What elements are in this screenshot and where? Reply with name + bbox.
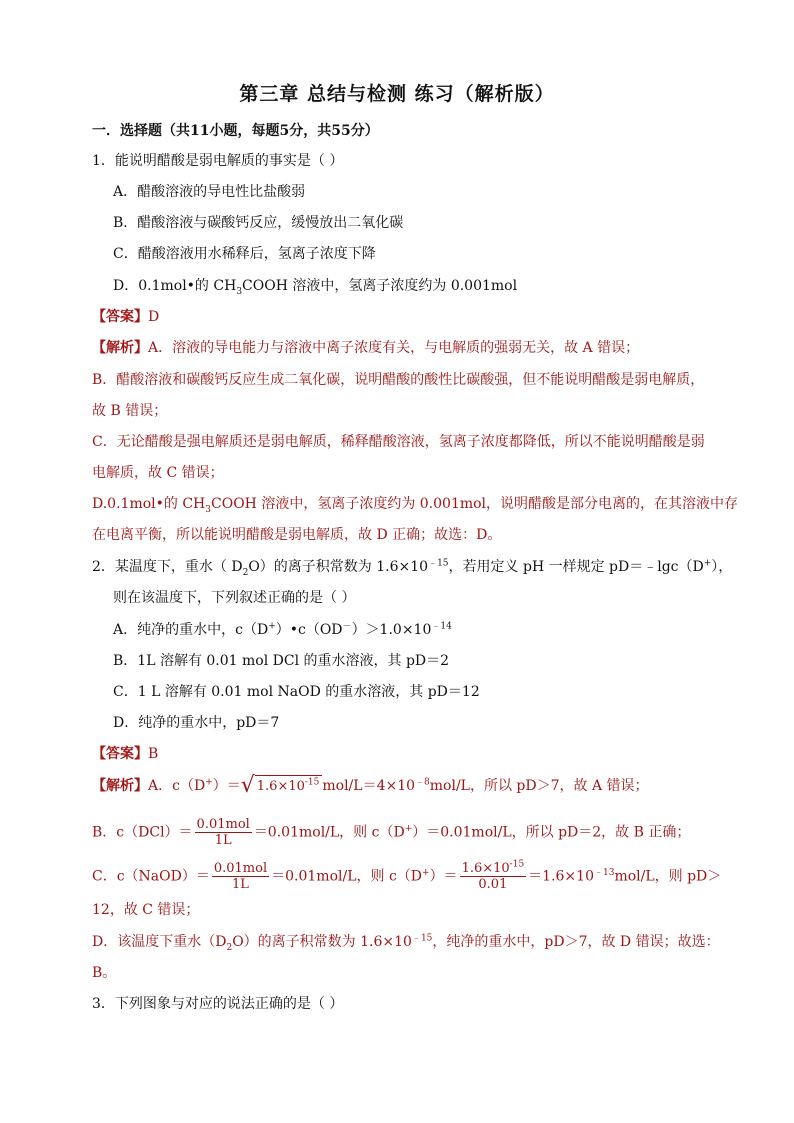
question-2-analysis-b: B．c（DCl）＝ $\frac{\text{0.01mol}}{1L}$ ＝0.01mol/L，则 c（D+）＝0.01mol/L，所以 pD＝2，故 B 正确； — [92, 817, 691, 848]
question-1-analysis-d-line1: D.0.1mol•的 $CH_3COOH$ 溶液中，氢离子浓度约为 0.001mol，说明醋酸是部分电离的，在其溶液中存 — [92, 496, 739, 515]
question-1-stem: 1．能说明醋酸是弱电解质的事实是（ ） — [92, 153, 344, 169]
fraction: $\frac{\text{0.01mol}}{1L}$ — [213, 861, 268, 892]
fraction: $\frac{1.6\times 10^{-15}}{0.01}$ — [461, 859, 525, 892]
fraction: $\frac{\text{0.01mol}}{1L}$ — [196, 817, 250, 848]
question-1-option-c: C．醋酸溶液用水稀释后，氢离子浓度下降 — [113, 246, 376, 262]
question-2-option-b: B．1L 溶解有 0.01 mol DCl 的重水溶液，其 pD＝2 — [113, 653, 450, 669]
page-title: 第三章 总结与检测 练习（解析版） — [239, 83, 555, 105]
question-1-option-a: A．醋酸溶液的导电性比盐酸弱 — [113, 184, 306, 200]
question-2-analysis-d-line2: B。 — [92, 965, 117, 981]
question-1-analysis-d-line2: 在电离平衡，所以能说明醋酸是弱电解质，故 D 正确；故选：D。 — [92, 527, 502, 543]
question-1-option-b: B．醋酸溶液与碳酸钙反应，缓慢放出二氧化碳 — [113, 215, 404, 231]
question-2-answer: 【答案】B — [92, 746, 159, 762]
question-2-analysis-c-line2: 12，故 C 错误； — [92, 902, 200, 918]
question-2-stem-line2: 则在该温度下，下列叙述正确的是（ ） — [113, 590, 356, 606]
question-1-option-d: D．0.1mol•的 $CH_3COOH$ 溶液中，氢离子浓度约为 0.001mol — [113, 278, 518, 297]
question-1-analysis-b-line1: B．醋酸溶液和碳酸钙反应生成二氧化碳，说明醋酸的酸性比碳酸强，但不能说明醋酸是弱电解质， — [92, 372, 705, 388]
square-root: √ $1.6\times 10^{-15}$ — [241, 775, 323, 797]
question-2-option-d: D．纯净的重水中，pD＝7 — [113, 715, 280, 731]
question-2-analysis-d-line1: D．该温度下重水$(D_2O)$的离子积常数为 $1.6\times 10^{﹣15}$，纯净的重水中，pD＞7，故 D 错误；故选： — [92, 933, 720, 953]
section-heading: 一．选择题（共11小题，每题5分，共55分） — [92, 123, 379, 139]
question-1-analysis-c-line1: C．无论醋酸是强电解质还是弱电解质，稀释醋酸溶液，氢离子浓度都降低，所以不能说明醋酸是弱 — [92, 434, 705, 450]
question-1-analysis-b-line2: 故 B 错误； — [92, 403, 168, 419]
question-1-answer: 【答案】D — [92, 309, 160, 325]
question-3-stem: 3．下列图象与对应的说法正确的是（ ） — [92, 996, 344, 1012]
question-2-option-c: C．1 L 溶解有 0.01 mol NaOD 的重水溶液，其 pD＝12 — [113, 684, 480, 700]
question-1-analysis-c-line2: 电解质，故 C 错误； — [92, 465, 224, 481]
question-2-analysis-a: 【解析】A．c（D+）＝ √ $1.6\times 10^{-15}$ mol/$L=4\times 10^{﹣8}mol/L$，所以 pD＞7，故 A 错误； — [92, 773, 649, 798]
question-2-analysis-c-line1: C．c（NaOD）＝ $\frac{\text{0.01mol}}{1L}$ ＝0.01mol/L，则 c（D+）＝ $\frac{1.6\times 10^{-15}}{0.01}$ $=1.6\times 10^{﹣13}mol/L$，则 pD＞ — [92, 859, 722, 892]
question-1-analysis-a: 【解析】A．溶液的导电能力与溶液中离子浓度有关，与电解质的强弱无关，故 A 错误； — [92, 340, 640, 356]
question-2-stem-line1: 2．某温度下，重水（ $D_2O$）的离子积常数为 $1.6\times 10^{﹣15}$，若用定义 pH 一样规定 pD＝﹣lgc（D+）， — [92, 558, 733, 578]
question-2-option-a: A．纯净的重水中，$c(D^+)•c(OD^-)>1.0\times 10^{﹣14}$ — [113, 621, 452, 638]
